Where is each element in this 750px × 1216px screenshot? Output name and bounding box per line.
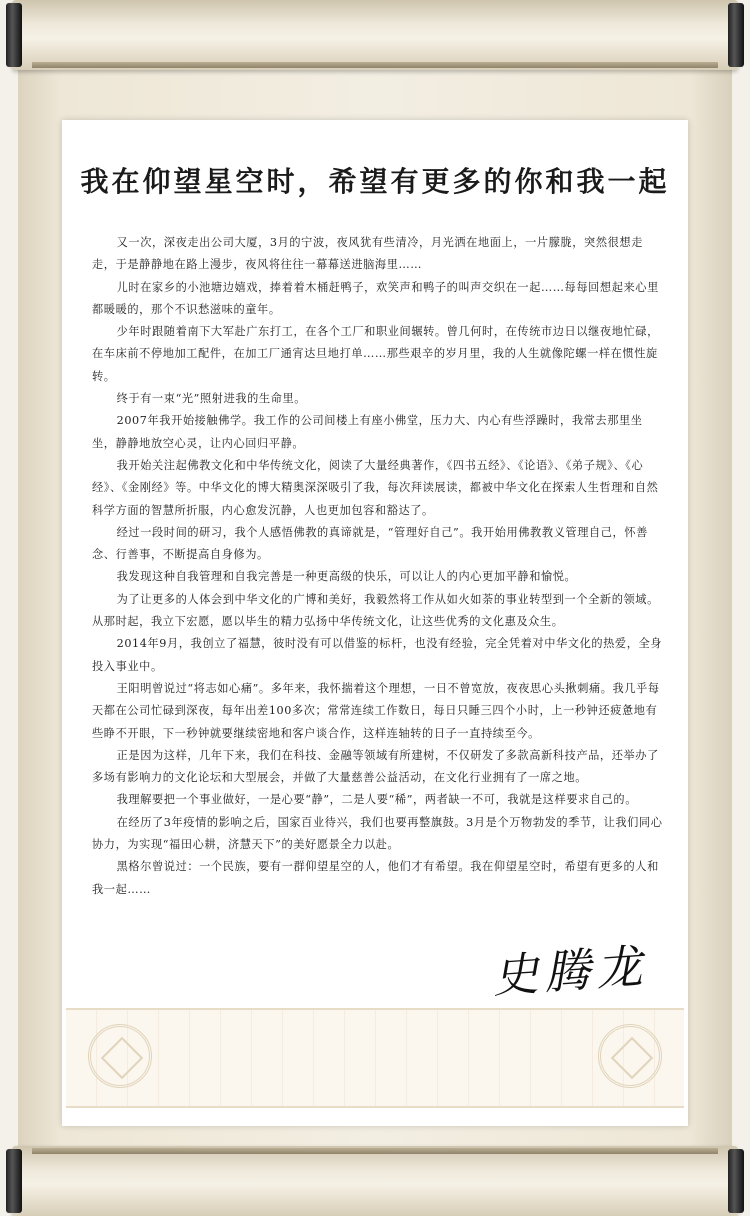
decorative-border-band — [66, 1008, 684, 1108]
paragraph: 我发现这种自我管理和自我完善是一种更高级的快乐，可以让人的内心更加平静和愉悦。 — [116, 570, 577, 584]
handwritten-signature: 史腾龙 — [490, 938, 650, 1004]
paragraph: 2014年9月，我创立了福慧，彼时没有可以借鉴的标杆，也没有经验，完全凭着对中华文化的热爱，全身投入事业中。 — [92, 637, 663, 673]
paragraph: 少年时跟随着南下大军赴广东打工，在各个工厂和职业间辗转。曾几何时，在传统市边日以继夜地忙碌，在车床前不停地加工配件，在加工厂通宵达旦地打单……那些艰辛的岁月里，我的人生就像陀螺一样在惯性旋转。 — [92, 325, 659, 383]
paragraph: 为了让更多的人体会到中华文化的广博和美好，我毅然将工作从如火如荼的事业转型到一个全新的领域。从那时起，我立下宏愿，愿以毕生的精力弘扬中华传统文化，让这些优秀的文化惠及众生。 — [92, 592, 659, 629]
ornament-medallion-icon — [598, 1024, 662, 1088]
paragraph: 儿时在家乡的小池塘边嬉戏，捧着着木桶赶鸭子，欢笑声和鸭子的叫声交织在一起……每每回想起来心里都暖暖的，那个不识愁滋味的童年。 — [92, 280, 659, 316]
paragraph: 在经历了3年疫情的影响之后，国家百业待兴，我们也要再整旗鼓。3月是个万物勃发的季节，让我们同心协力，为实现“福田心耕，济慧天下”的美好愿景全力以赴。 — [92, 815, 663, 852]
paragraph: 王阳明曾说过“将志如心痛”。多年来，我怀揣着这个理想，一日不曾宽放，夜夜思心头揪刺痛。我几乎每天都在公司忙碌到深夜，每年出差100多次；常常连续工作数日，每日只睡三四个小时，上一秒钟还疲惫地有些睁不开眼，下一秒钟就要继续密地和客户谈合作，这样连轴转的日子一直持续至今。 — [92, 681, 660, 740]
letter-paper — [62, 120, 688, 1126]
paragraph: 我开始关注起佛教文化和中华传统文化，阅读了大量经典著作，《四书五经》、《论语》、《弟子规》、《心经》、《金刚经》等。中华文化的博大精奥深深吸引了我，每次拜读展读，都被中华文化在探索人生哲理和自然科学方面的智慧所折服，内心愈发沉静，人也更加包容和豁达了。 — [92, 458, 659, 517]
roller-knob-left — [6, 3, 22, 67]
scroll-bottom-roller — [12, 1146, 738, 1216]
letter-body — [92, 232, 666, 901]
letter-title: 我在仰望星空时，希望有更多的你和我一起 — [80, 165, 670, 198]
roller-knob-right — [728, 1149, 744, 1213]
paragraph: 我理解要把一个事业做好，一是心要“静”，二是人要“稀”，两者缺一不可，我就是这样要求自己的。 — [116, 793, 637, 807]
scroll-top-roller — [12, 0, 738, 70]
paragraph: 又一次，深夜走出公司大厦，3月的宁波，夜风犹有些清冷，月光洒在地面上，一片朦胧，突然很想走走，于是静静地在路上漫步，夜风将往往一幕幕送进脑海里…… — [92, 236, 643, 272]
paragraph: 2007年我开始接触佛学。我工作的公司间楼上有座小佛堂，压力大、内心有些浮躁时，我常去那里坐坐，静静地放空心灵，让内心回归平静。 — [92, 414, 643, 450]
paragraph: 黑格尔曾说过：一个民族，要有一群仰望星空的人，他们才有希望。我在仰望星空时，希望有更多的人和我一起…… — [92, 860, 659, 896]
paragraph: 经过一段时间的研习，我个人感悟佛教的真谛就是，“管理好自己”。我开始用佛教教义管理自己，怀善念、行善事，不断提高自身修为。 — [92, 525, 648, 562]
ornament-medallion-icon — [88, 1024, 152, 1088]
roller-knob-left — [6, 1149, 22, 1213]
paragraph: 终于有一束“光”照射进我的生命里。 — [116, 392, 307, 406]
roller-knob-right — [728, 3, 744, 67]
roller-rod — [32, 1148, 718, 1154]
paragraph: 正是因为这样，几年下来，我们在科技、金融等领域有所建树，不仅研发了多款高新科技产品，还举办了多场有影响力的文化论坛和大型展会，并做了大量慈善公益活动，在文化行业拥有了一席之地。 — [92, 748, 659, 785]
roller-rod — [32, 62, 718, 68]
